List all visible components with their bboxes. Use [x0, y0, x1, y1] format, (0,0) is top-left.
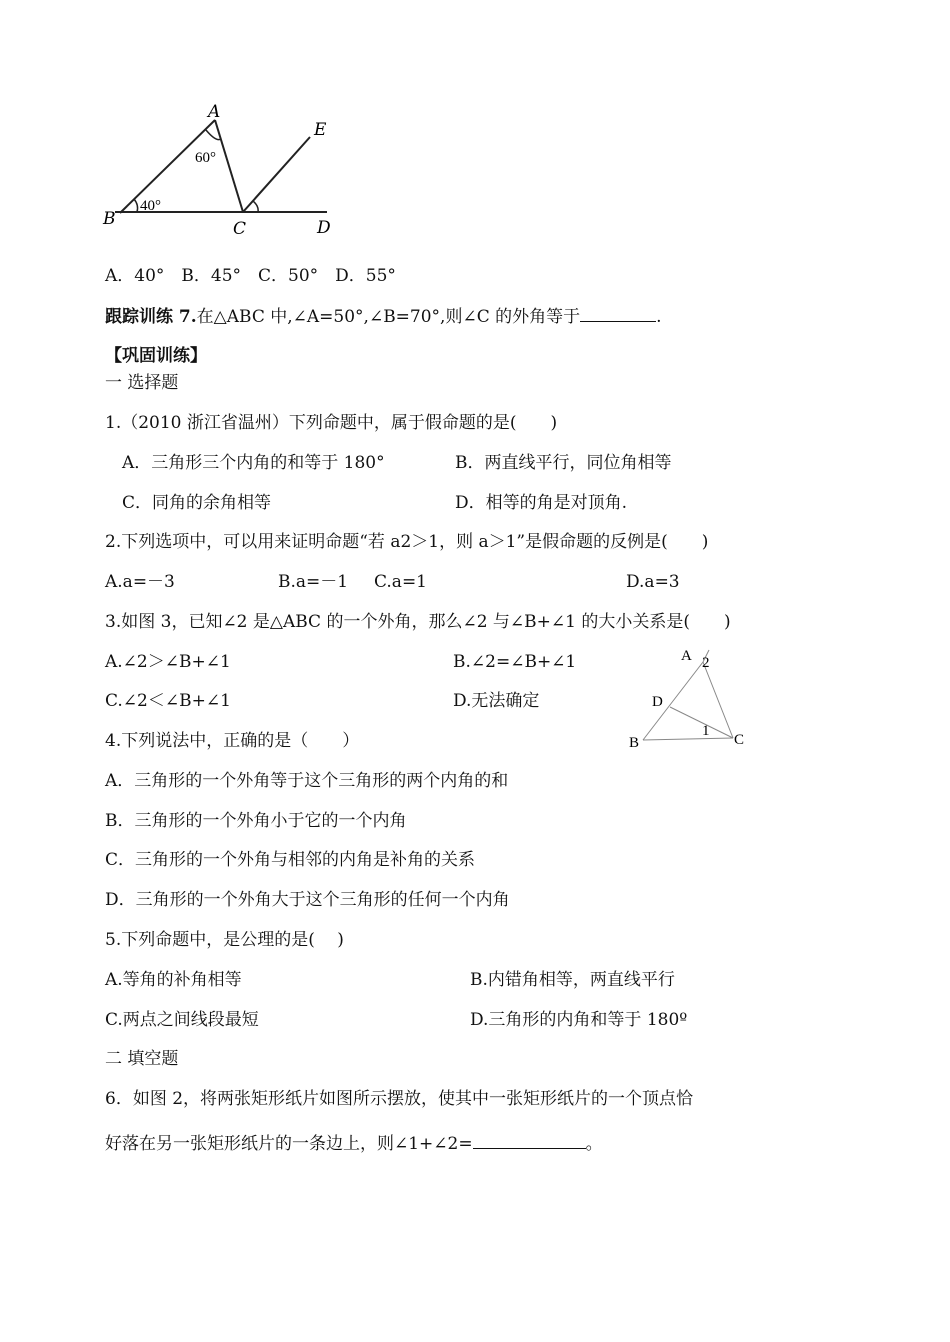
- label-d: D: [317, 218, 331, 238]
- q1-option-c[interactable]: C．同角的余角相等: [122, 493, 272, 513]
- line-ce: [243, 137, 310, 212]
- track-end: .: [656, 307, 662, 327]
- q5-stem: 5.下列命题中，是公理的是( ): [105, 930, 344, 950]
- q5-option-a[interactable]: A.等角的补角相等: [105, 970, 242, 990]
- q3-option-d[interactable]: D.无法确定: [453, 691, 540, 711]
- answer-blank-7[interactable]: [580, 305, 656, 322]
- q4-option-c[interactable]: C．三角形的一个外角与相邻的内角是补角的关系: [105, 850, 476, 870]
- track-exercise-7: [105, 305, 662, 328]
- angle-arc-b: [134, 199, 138, 212]
- fig3-label-b: B: [629, 735, 640, 751]
- q2-option-d[interactable]: D.a=3: [626, 572, 680, 592]
- fig3-line-bc: [643, 738, 733, 740]
- q6-line2-text: 好落在另一张矩形纸片的一条边上，则∠1+∠2=: [105, 1134, 473, 1154]
- q3-option-a[interactable]: A.∠2＞∠B+∠1: [105, 652, 231, 672]
- q2-option-c[interactable]: C.a=1: [374, 572, 428, 592]
- q5-option-b[interactable]: B.内错角相等，两直线平行: [470, 970, 675, 990]
- q2-option-b[interactable]: B.a=－1: [278, 572, 349, 592]
- q2-stem: 2.下列选项中，可以用来证明命题“若 a2＞1，则 a＞1”是假命题的反例是( ): [105, 532, 709, 552]
- section-title: 【巩固训练】: [105, 346, 207, 366]
- part2-title: 二 填空题: [105, 1049, 179, 1069]
- q6-line1: 6．如图 2，将两张矩形纸片如图所示摆放，使其中一张矩形纸片的一个顶点恰: [105, 1089, 694, 1109]
- q5-option-c[interactable]: C.两点之间线段最短: [105, 1010, 259, 1030]
- label-e: E: [314, 120, 327, 140]
- q4-stem: 4.下列说法中，正确的是（ ）: [105, 731, 360, 751]
- fig3-label-c: C: [734, 732, 745, 748]
- q3-option-b[interactable]: B.∠2=∠B+∠1: [453, 652, 577, 672]
- q4-option-d[interactable]: D．三角形的一个外角大于这个三角形的任何一个内角: [105, 890, 510, 910]
- label-c: C: [233, 219, 247, 239]
- fig3-label-2: 2: [702, 655, 710, 671]
- answer-blank-6[interactable]: [473, 1132, 586, 1149]
- fig3-label-1: 1: [702, 723, 710, 739]
- line-ac: [215, 120, 243, 212]
- q6-end: 。: [585, 1134, 603, 1154]
- figure-3: [620, 640, 760, 755]
- q1-stem: 1.（2010 浙江省温州）下列命题中，属于假命题的是( ): [105, 413, 558, 433]
- fig3-label-a: A: [681, 648, 692, 664]
- q4-option-a[interactable]: A．三角形的一个外角等于这个三角形的两个内角的和: [105, 771, 509, 791]
- part1-title: 一 选择题: [105, 373, 179, 393]
- track-text: 在△ABC 中,∠A=50°,∠B=70°,则∠C 的外角等于: [196, 307, 581, 327]
- q5-option-d[interactable]: D.三角形的内角和等于 180º: [470, 1010, 688, 1030]
- q1-option-a[interactable]: A．三角形三个内角的和等于 180°: [122, 453, 385, 473]
- prev-question-options: A．40° B．45° C．50° D．55°: [105, 266, 396, 286]
- track-label: 跟踪训练 7.: [105, 307, 197, 327]
- angle-b-value: 40°: [140, 198, 161, 214]
- fig3-label-d: D: [652, 694, 663, 710]
- q3-stem: 3.如图 3，已知∠2 是△ABC 的一个外角，那么∠2 与∠B+∠1 的大小关系是( ): [105, 612, 731, 632]
- angle-arc-c: [253, 201, 258, 212]
- figure-1: [95, 95, 355, 245]
- q4-option-b[interactable]: B．三角形的一个外角小于它的一个内角: [105, 811, 407, 831]
- q1-option-b[interactable]: B．两直线平行，同位角相等: [455, 453, 672, 473]
- q6-line2: [105, 1132, 603, 1155]
- q2-option-a[interactable]: A.a=－3: [105, 572, 175, 592]
- label-a: A: [208, 102, 221, 122]
- angle-a-value: 60°: [195, 150, 216, 166]
- label-b: B: [103, 209, 116, 229]
- q3-option-c[interactable]: C.∠2＜∠B+∠1: [105, 691, 231, 711]
- q1-option-d[interactable]: D．相等的角是对顶角.: [455, 493, 628, 513]
